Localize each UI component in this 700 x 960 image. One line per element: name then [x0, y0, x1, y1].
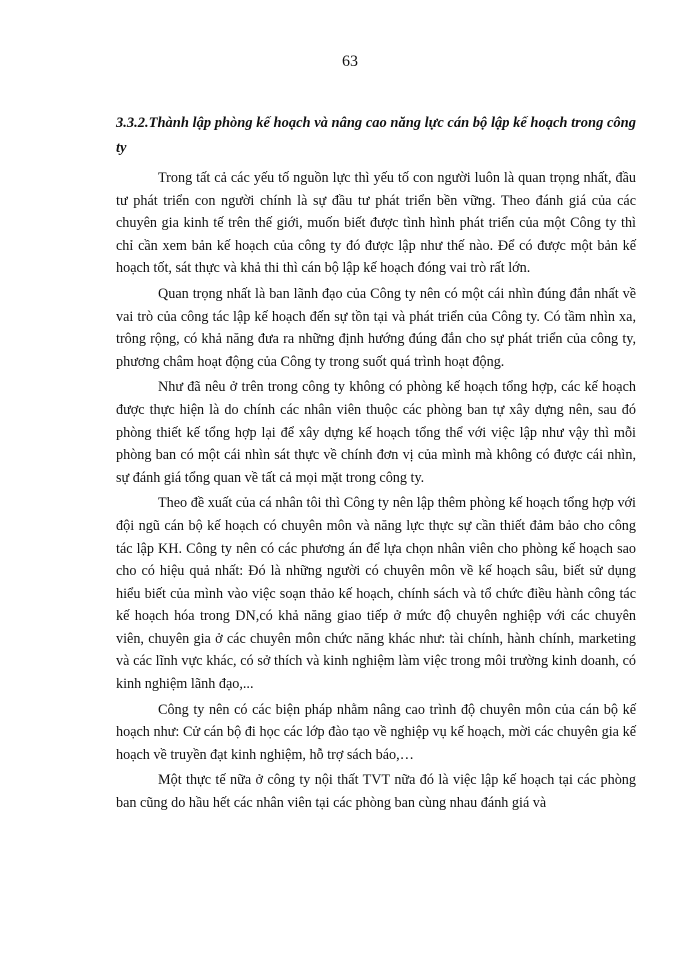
paragraph-3: Như đã nêu ở trên trong công ty không có phòng kế hoạch tổng hợp, các kế hoạch được thực hiện là do chính các nhân viên thuộc các phòng ban tự xây dựng nên, sau đó phòng thiết kế tổng hợp lại để xây dựng kế hoạch tổng thể với việc lập như vậy thì mỗi phòng ban có một cái nhìn sát thực về chính đơn vị của mình mà không có được cái nhìn, sự đánh giá tổng quan về tất cả mọi mặt trong công ty. [116, 379, 636, 486]
document-body [116, 111, 636, 818]
page-number: 63 [342, 53, 358, 70]
paragraph-6: Một thực tế nữa ở công ty nội thất TVT nữa đó là việc lập kế hoạch tại các phòng ban cũng do hầu hết các nhân viên tại các phòng ban cùng nhau đánh giá và [116, 772, 636, 812]
paragraph-5: Công ty nên có các biện pháp nhằm nâng cao trình độ chuyên môn của cán bộ kế hoạch như: Cử cán bộ đi học các lớp đào tạo về nghiệp vụ kế hoạch, mời các chuyên gia kế hoạch về truyền đạt kinh nghiệm, hỗ trợ sách báo,… [116, 701, 636, 763]
paragraph-2: Quan trọng nhất là ban lãnh đạo của Công ty nên có một cái nhìn đúng đắn nhất về vai trò của công tác lập kế hoạch đến sự tồn tại và phát triển của Công ty. Có tầm nhìn xa, trông rộng, có khả năng đưa ra những định hướng đúng đắn cho sự phát triển của công ty, phương châm hoạt động của Công ty trong suốt quá trình hoạt động. [116, 285, 636, 370]
paragraph-1: Trong tất cả các yếu tố nguồn lực thì yếu tố con người luôn là quan trọng nhất, đầu tư phát triển con người chính là sự đầu tư phát triển bền vững. Theo đánh giá của các chuyên gia kinh tế trên thế giới, muốn biết được tình hình phát triển của một Công ty thì chỉ cần xem bản kế hoạch của công ty đó được lập như thế nào. Để có được một bản kế hoạch tốt, sát thực và khả thi thì cán bộ lập kế hoạch đóng vai trò rất lớn. [116, 170, 636, 277]
paragraph-4: Theo đề xuất của cá nhân tôi thì Công ty nên lập thêm phòng kế hoạch tổng hợp với đội ngũ cán bộ kế hoạch có chuyên môn và năng lực thực sự cần thiết đảm bảo cho công tác lập KH. Công ty nên có các phương án để lựa chọn nhân viên cho phòng kế hoạch sao cho có hiệu quả nhất: Đó là những người có chuyên môn về kế hoạch sâu, biết sử dụng hiểu biết của mình vào việc soạn thảo kế hoạch, chính sách và tổ chức điều hành công tác kế hoạch hóa trong DN,có khả năng giao tiếp ở mức độ chuyên nghiệp với các chuyên viên, chuyên gia ở các chuyên môn chức năng khác như: tài chính, hành chính, marketing và các lĩnh vực khác, có sở thích và kinh nghiệm làm việc trong môi trường kinh doanh, có kinh nghiệm lãnh đạo,... [116, 495, 636, 693]
section-heading: 3.3.2.Thành lập phòng kế hoạch và nâng cao năng lực cán bộ lập kế hoạch trong công ty [116, 115, 636, 156]
